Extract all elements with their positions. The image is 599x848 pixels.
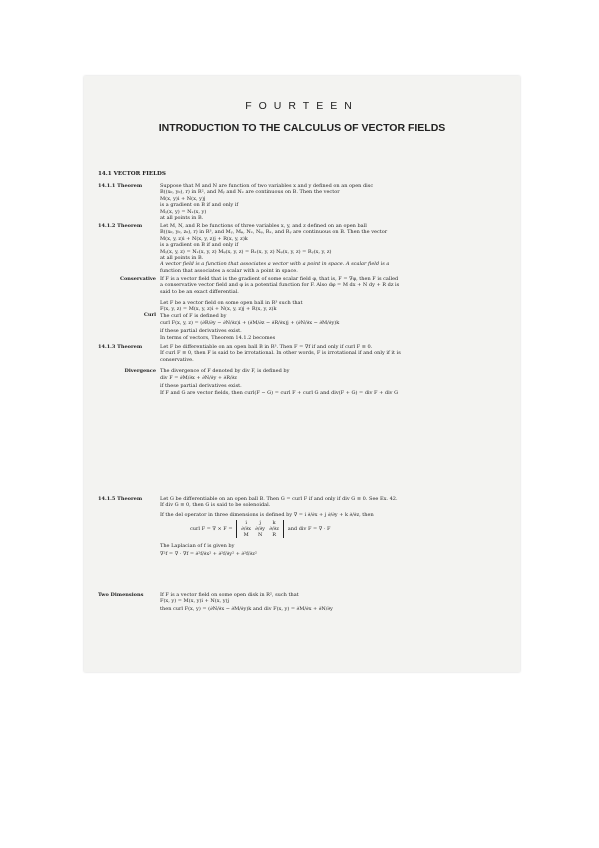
book-page [84, 76, 520, 672]
text-line: at all points in B. [160, 215, 204, 222]
text-line: Suppose that M and N are function of two variables x and y defined on an open disc [160, 183, 374, 189]
text-line: function that associates a scalar with a point in space. [160, 267, 298, 274]
text-line: B((x₀, y₀), r) in R², and Mᵧ and Nₓ are continuous on B. Then the vector [160, 189, 340, 196]
curl-matrix-formula [190, 518, 508, 540]
text-line: The Laplacian of f is given by [160, 543, 235, 550]
determinant-matrix [236, 520, 284, 538]
formula: then curl F(x, y) = (∂N/∂x − ∂M/∂y)k and div F(x, y) = ∂M/∂x + ∂N/∂y [160, 605, 333, 612]
text-line: if these partial derivatives exist. [160, 328, 242, 335]
formula: M(x, y)i + N(x, y)j [160, 195, 206, 202]
margin-label: Two Dimensions [98, 592, 144, 598]
formula: F(x, y) = M(x, y)i + N(x, y)j [160, 598, 230, 605]
theorem-label: 14.1.2 Theorem [98, 223, 143, 229]
formula: curl F = ∇ × F = [190, 526, 233, 533]
formula: ∇²f = ∇ · ∇f = ∂²f/∂x² + ∂²f/∂y² + ∂²f/∂z² [160, 550, 257, 557]
text-line: Let M, N, and R be functions of three variables x, y, and z defined on an open ball [160, 223, 367, 229]
formula: Mᵧ(x, y) = Nₓ(x, y) [160, 208, 207, 215]
formula: div F = ∂M/∂x + ∂N/∂y + ∂R/∂z [160, 375, 237, 382]
text-line: If F is a vector field that is the gradient of some scalar field φ, that is, F = ∇φ, then F is called [160, 276, 399, 282]
text-line: In terms of vectors, Theorem 14.1.2 becomes [160, 334, 276, 341]
text-line: said to be an exact differential. [160, 288, 239, 295]
formula: curl F(x, y, z) = (∂R/∂y − ∂N/∂z)i + (∂M/∂z − ∂R/∂x)j + (∂N/∂x − ∂M/∂y)k [160, 320, 340, 327]
text-line: The divergence of F denoted by div F, is defined by [160, 368, 290, 374]
margin-label: Divergence [124, 368, 156, 374]
margin-label: Conservative [119, 276, 156, 282]
text-line: If the del operator in three dimensions is defined by ∇ = i ∂/∂x + j ∂/∂y + k ∂/∂z, then [160, 511, 374, 518]
formula: M(x, y, z)i + N(x, y, z)j + R(x, y, z)k [160, 235, 248, 242]
text-line: is a gradient on B if and only if [160, 202, 239, 209]
text-line: A vector field is a function that associates a vector with a point in space. A scalar field is a [160, 261, 390, 268]
text-line: if these partial derivatives exist. [160, 383, 242, 390]
text-line: conservative. [160, 356, 194, 363]
matrix-cell: N [257, 531, 263, 538]
theorem-label: 14.1.1 Theorem [98, 183, 143, 189]
text-line: Let F be differentiable on an open ball B in R³. Then F = ∇f if and only if curl F ≡ 0. [160, 344, 373, 350]
matrix-cell: M [243, 531, 249, 538]
matrix-cell: R [272, 531, 277, 538]
section-heading: 14.1 VECTOR FIELDS [98, 171, 166, 177]
matrix-cell: ∂/∂y [255, 525, 265, 532]
margin-label: Curl [143, 312, 156, 318]
text-line: If div G ≡ 0, then G is said to be solenoidal. [160, 502, 271, 509]
matrix-cell: k [272, 519, 276, 526]
text-line: If F and G are vector fields, then curl(F − G) = curl F + curl G and div(F + G) = div F + div G [160, 389, 399, 396]
text-line: B((x₀, y₀, z₀), r) in R³, and Mᵧ, Mᵩ, Nₓ, Nᵩ, Rₓ, and Rᵧ are continuous on B. Then the vector [160, 229, 388, 236]
matrix-cell: j [259, 519, 261, 526]
theorem-label: 14.1.3 Theorem [98, 344, 143, 350]
matrix-cell: ∂/∂x [241, 525, 251, 532]
text-line: Let F be a vector field on some open ball in R³ such that [160, 300, 303, 306]
theorem-label: 14.1.5 Theorem [98, 496, 143, 502]
formula: F(x, y, z) = M(x, y, z)i + N(x, y, z)j + R(x, y, z)k [160, 306, 277, 313]
text-line: at all points in B. [160, 255, 204, 262]
text-line: The curl of F is defined by [160, 312, 227, 319]
formula: Mᵧ(x, y, z) = Nₓ(x, y, z) Mᵩ(x, y, z) = Rₓ(x, y, z) Nᵩ(x, y, z) = Rᵧ(x, y, z) [160, 248, 332, 255]
text-line: If curl F ≡ 0, then F is said to be irrotational. In other words, F is irrotational if and only if it is [160, 350, 401, 357]
chapter-title: INTRODUCTION TO THE CALCULUS OF VECTOR FIELDS [158, 122, 446, 134]
text-line: If F is a vector field on some open disk in R², such that [160, 592, 299, 598]
matrix-cell: ∂/∂z [269, 525, 279, 532]
formula: and div F = ∇ · F [287, 526, 331, 533]
text-line: Let G be differentiable on an open ball B. Then G = curl F if and only if div G ≡ 0. See Ex. 42. [160, 496, 398, 502]
chapter-number: FOURTEEN [245, 100, 359, 112]
matrix-cell: i [245, 519, 247, 526]
text-line: a conservative vector field and φ is a potential function for F. Also dφ = M dx + N dy + R dz is [160, 282, 400, 289]
text-line: is a gradient on B if and only if [160, 242, 239, 249]
